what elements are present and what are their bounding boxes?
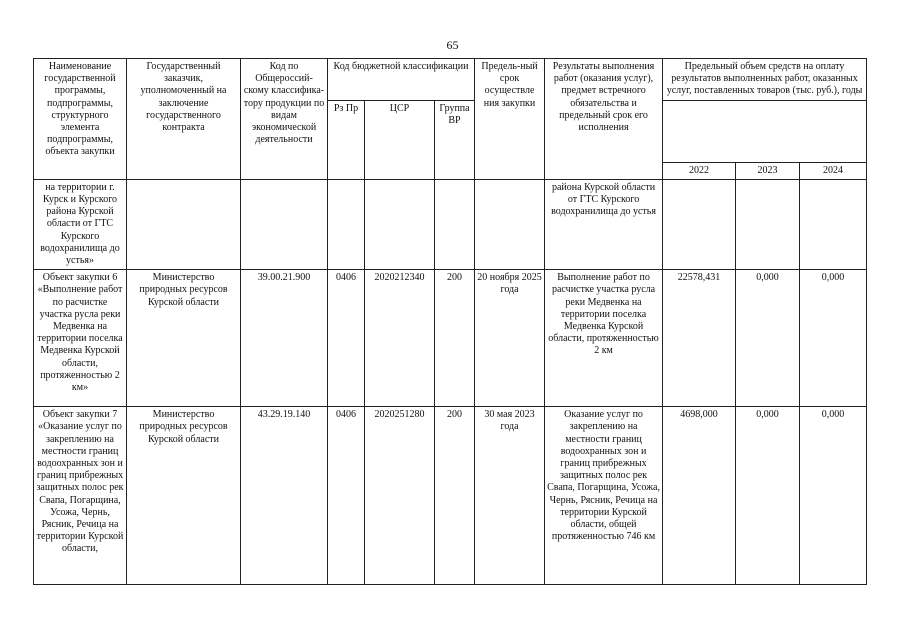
procurement-table — [33, 58, 867, 585]
csr-code: 2020251280 — [365, 407, 435, 585]
header-program-name: Наименование государственной программы, подпрограммы, структурного элемента подпрограммы, объекта закупки — [34, 59, 127, 180]
continuation-results: района Курской области от ГТС Курского водохранилища до устья — [545, 179, 663, 269]
header-year-2022: 2022 — [663, 162, 736, 179]
object-name: Объект закупки 7 «Оказание услуг по закреплению на местности границ водоохранных зон и границ прибрежных защитных полос рек Свапа, Погарщина, Усожа, Чернь, Рясник, Речица на территории Курской области, — [34, 407, 127, 585]
amount-2024: 0,000 — [800, 407, 867, 585]
vr-code: 200 — [435, 407, 475, 585]
deadline: 20 ноября 2025 года — [475, 270, 545, 407]
csr-code: 2020212340 — [365, 270, 435, 407]
results: Оказание услуг по закреплению на местности границ водоохранных зон и границ прибрежных защитных полос рек Свапа, Погарщина, Усожа, Чернь, Рясник, Речица на территории Курской области, общей протяженностью 746 км — [545, 407, 663, 585]
table-row — [34, 179, 867, 269]
customer: Министерство природных ресурсов Курской области — [127, 407, 241, 585]
page-number: 65 — [446, 38, 459, 52]
amount-2023: 0,000 — [736, 270, 800, 407]
header-funding: Предельный объем средств на оплату результатов выполненных работ, оказанных услуг, поставленных товаров (тыс. руб.), годы — [663, 59, 867, 101]
header-year-2024: 2024 — [800, 162, 867, 179]
customer: Министерство природных ресурсов Курской области — [127, 270, 241, 407]
okved-code: 39.00.21.900 — [241, 270, 328, 407]
header-vr: Группа ВР — [435, 100, 475, 179]
continuation-name: на территории г. Курск и Курского района Курской области от ГТС Курского водохранилища до устья» — [34, 179, 127, 269]
header-year-2023: 2023 — [736, 162, 800, 179]
amount-2024: 0,000 — [800, 270, 867, 407]
amount-2022: 4698,000 — [663, 407, 736, 585]
object-name: Объект закупки 6 «Выполнение работ по расчистке участка русла реки Медвенка на территории поселка Медвенка Курской области, протяженностью 2 км» — [34, 270, 127, 407]
header-csr: ЦСР — [365, 100, 435, 179]
table-row — [34, 407, 867, 585]
results: Выполнение работ по расчистке участка русла реки Медвенка на территории поселка Медвенка Курской области, протяженностью 2 км — [545, 270, 663, 407]
amount-2022: 22578,431 — [663, 270, 736, 407]
header-results: Результаты выполнения работ (оказания услуг), предмет встречного обязательства и предельный срок его исполнения — [545, 59, 663, 180]
table-row — [34, 270, 867, 407]
rzpr-code: 0406 — [328, 270, 365, 407]
okved-code: 43.29.19.140 — [241, 407, 328, 585]
header-okved-code: Код по Общероссий-скому классифика-тору продукции по видам экономической деятельности — [241, 59, 328, 180]
vr-code: 200 — [435, 270, 475, 407]
deadline: 30 мая 2023 года — [475, 407, 545, 585]
header-budget-classification: Код бюджетной классификации — [328, 59, 475, 101]
rzpr-code: 0406 — [328, 407, 365, 585]
header-deadline: Предель-ный срок осуществле ния закупки — [475, 59, 545, 180]
header-customer: Государственный заказчик, уполномоченный на заключение государственного контракта — [127, 59, 241, 180]
header-rzpr: Рз Пр — [328, 100, 365, 179]
amount-2023: 0,000 — [736, 407, 800, 585]
